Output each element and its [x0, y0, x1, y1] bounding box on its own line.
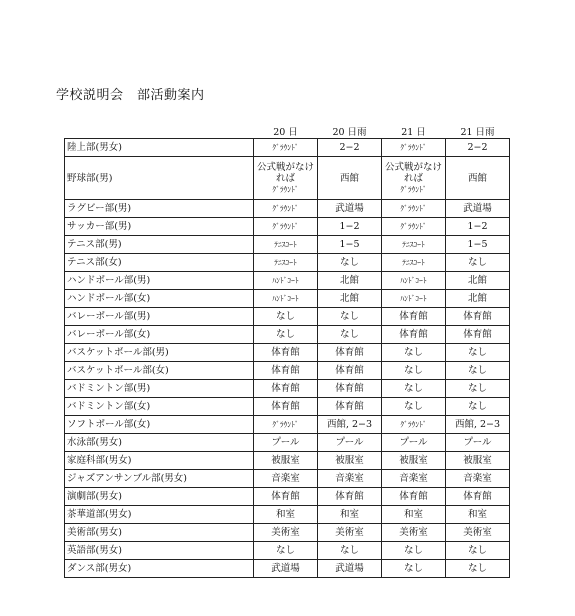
location-cell: 体育館 — [382, 326, 446, 344]
location-cell: ﾃﾆｽｺｰﾄ — [254, 254, 318, 272]
club-name-cell: ハンドボール部(女) — [65, 290, 254, 308]
location-cell: 体育館 — [254, 344, 318, 362]
table-row — [65, 200, 510, 218]
location-cell: ﾃﾆｽｺｰﾄ — [382, 236, 446, 254]
location-cell: 西館, 2−3 — [318, 416, 382, 434]
location-cell: ｸﾞﾗｳﾝﾄﾞ — [382, 416, 446, 434]
location-cell: なし — [382, 560, 446, 578]
header-day20-rain: 20 日雨 — [332, 127, 367, 138]
club-name-cell: 演劇部(男女) — [65, 488, 254, 506]
location-cell: 体育館 — [382, 488, 446, 506]
location-cell: なし — [382, 344, 446, 362]
location-cell: なし — [382, 542, 446, 560]
location-cell: 体育館 — [318, 344, 382, 362]
location-cell: 1−5 — [318, 236, 382, 254]
header-club — [65, 124, 254, 139]
location-cell: 体育館 — [318, 362, 382, 380]
table-row — [65, 506, 510, 524]
table-row — [65, 434, 510, 452]
table-row — [65, 290, 510, 308]
club-name-cell: バレーボール部(女) — [65, 326, 254, 344]
location-cell: 体育館 — [254, 380, 318, 398]
location-cell: 西館, 2−3 — [446, 416, 510, 434]
location-cell: 和室 — [382, 506, 446, 524]
location-cell: ｸﾞﾗｳﾝﾄﾞ — [254, 218, 318, 236]
location-cell: 体育館 — [318, 398, 382, 416]
location-cell: 体育館 — [254, 362, 318, 380]
location-cell: ｸﾞﾗｳﾝﾄﾞ — [382, 218, 446, 236]
club-name-cell: 美術部(男女) — [65, 524, 254, 542]
location-cell: 体育館 — [318, 380, 382, 398]
location-cell: 北館 — [446, 272, 510, 290]
location-cell: なし — [446, 254, 510, 272]
location-cell: なし — [318, 542, 382, 560]
table-row — [65, 139, 510, 157]
club-name-cell: ソフトボール部(女) — [65, 416, 254, 434]
club-name-cell: テニス部(女) — [65, 254, 254, 272]
club-name-cell: 英語部(男女) — [65, 542, 254, 560]
location-cell: なし — [446, 344, 510, 362]
table-row — [65, 470, 510, 488]
club-name-cell: バドミントン部(男) — [65, 380, 254, 398]
location-cell: 美術室 — [254, 524, 318, 542]
location-cell: なし — [254, 542, 318, 560]
club-name-cell: 野球部(男) — [65, 157, 254, 200]
club-name-cell: サッカー部(男) — [65, 218, 254, 236]
location-cell: 音楽室 — [318, 470, 382, 488]
location-cell: 被服室 — [446, 452, 510, 470]
location-cell: ﾊﾝﾄﾞｺｰﾄ — [254, 272, 318, 290]
location-cell: プール — [318, 434, 382, 452]
location-cell: プール — [254, 434, 318, 452]
location-cell: 公式戦がなけ れば ｸﾞﾗｳﾝﾄﾞ — [254, 157, 318, 200]
location-cell: 音楽室 — [446, 470, 510, 488]
table-row — [65, 380, 510, 398]
location-cell: 体育館 — [254, 488, 318, 506]
location-cell: 西館 — [446, 157, 510, 200]
location-cell: ﾊﾝﾄﾞｺｰﾄ — [382, 290, 446, 308]
location-cell: 体育館 — [318, 488, 382, 506]
location-cell: 1−2 — [446, 218, 510, 236]
location-cell: なし — [382, 398, 446, 416]
location-cell: 体育館 — [382, 308, 446, 326]
location-cell: プール — [446, 434, 510, 452]
location-cell: なし — [318, 254, 382, 272]
location-cell: 北館 — [446, 290, 510, 308]
location-cell: ｸﾞﾗｳﾝﾄﾞ — [382, 139, 446, 157]
club-name-cell: バドミントン部(女) — [65, 398, 254, 416]
location-cell: 美術室 — [382, 524, 446, 542]
location-cell: なし — [446, 542, 510, 560]
location-cell: 和室 — [254, 506, 318, 524]
table-body — [65, 139, 510, 578]
table-row — [65, 524, 510, 542]
table-row — [65, 326, 510, 344]
location-cell: 被服室 — [318, 452, 382, 470]
header-row — [65, 124, 510, 139]
location-cell: 1−2 — [318, 218, 382, 236]
location-cell: 体育館 — [446, 308, 510, 326]
table-row — [65, 308, 510, 326]
location-cell: 西館 — [318, 157, 382, 200]
table-row — [65, 218, 510, 236]
location-cell: 体育館 — [254, 398, 318, 416]
location-cell: ｸﾞﾗｳﾝﾄﾞ — [254, 139, 318, 157]
location-cell: なし — [446, 560, 510, 578]
location-cell: 美術室 — [446, 524, 510, 542]
location-cell: 2−2 — [318, 139, 382, 157]
location-cell: 2−2 — [446, 139, 510, 157]
club-name-cell: テニス部(男) — [65, 236, 254, 254]
club-name-cell: ハンドボール部(男) — [65, 272, 254, 290]
location-cell: なし — [446, 362, 510, 380]
location-cell: 体育館 — [446, 326, 510, 344]
location-cell: ﾃﾆｽｺｰﾄ — [382, 254, 446, 272]
table-row — [65, 416, 510, 434]
location-cell: 武道場 — [318, 560, 382, 578]
location-cell: なし — [446, 398, 510, 416]
location-cell: ﾊﾝﾄﾞｺｰﾄ — [382, 272, 446, 290]
location-cell: ｸﾞﾗｳﾝﾄﾞ — [254, 416, 318, 434]
header-day20: 20 日 — [273, 127, 298, 138]
club-name-cell: 家庭科部(男女) — [65, 452, 254, 470]
location-cell: ｸﾞﾗｳﾝﾄﾞ — [382, 200, 446, 218]
club-name-cell: 茶華道部(男女) — [65, 506, 254, 524]
location-cell: 音楽室 — [254, 470, 318, 488]
location-cell: 和室 — [318, 506, 382, 524]
table-row — [65, 254, 510, 272]
location-cell: プール — [382, 434, 446, 452]
club-name-cell: バスケットボール部(男) — [65, 344, 254, 362]
location-cell: 武道場 — [318, 200, 382, 218]
location-cell: なし — [382, 380, 446, 398]
location-cell: 和室 — [446, 506, 510, 524]
club-name-cell: 陸上部(男女) — [65, 139, 254, 157]
location-cell: ﾊﾝﾄﾞｺｰﾄ — [254, 290, 318, 308]
club-name-cell: ジャズアンサンブル部(男女) — [65, 470, 254, 488]
location-cell: 北館 — [318, 290, 382, 308]
location-cell: なし — [446, 380, 510, 398]
table-row — [65, 452, 510, 470]
table-row — [65, 542, 510, 560]
location-cell: 美術室 — [318, 524, 382, 542]
location-cell: なし — [254, 308, 318, 326]
location-cell: 被服室 — [382, 452, 446, 470]
page-title: 学校説明会 部活動案内 — [56, 88, 205, 103]
table-row — [65, 236, 510, 254]
club-name-cell: 水泳部(男女) — [65, 434, 254, 452]
table-row — [65, 560, 510, 578]
location-cell: 被服室 — [254, 452, 318, 470]
location-cell: 1−5 — [446, 236, 510, 254]
location-cell: 北館 — [318, 272, 382, 290]
club-name-cell: バスケットボール部(女) — [65, 362, 254, 380]
location-cell: 体育館 — [446, 488, 510, 506]
club-schedule-table — [64, 124, 510, 578]
club-name-cell: ダンス部(男女) — [65, 560, 254, 578]
table-row — [65, 362, 510, 380]
location-cell: なし — [382, 362, 446, 380]
club-name-cell: ラグビー部(男) — [65, 200, 254, 218]
location-cell: なし — [318, 308, 382, 326]
header-day21: 21 日 — [401, 127, 426, 138]
club-name-cell: バレーボール部(男) — [65, 308, 254, 326]
table-row — [65, 398, 510, 416]
location-cell: 武道場 — [254, 560, 318, 578]
table-row — [65, 488, 510, 506]
location-cell: 音楽室 — [382, 470, 446, 488]
table-row — [65, 272, 510, 290]
location-cell: 武道場 — [446, 200, 510, 218]
location-cell: ﾃﾆｽｺｰﾄ — [254, 236, 318, 254]
table-row — [65, 344, 510, 362]
location-cell: なし — [318, 326, 382, 344]
table-row — [65, 157, 510, 200]
location-cell: ｸﾞﾗｳﾝﾄﾞ — [254, 200, 318, 218]
header-day21-rain: 21 日雨 — [460, 127, 495, 138]
location-cell: 公式戦がなけ れば ｸﾞﾗｳﾝﾄﾞ — [382, 157, 446, 200]
location-cell: なし — [254, 326, 318, 344]
